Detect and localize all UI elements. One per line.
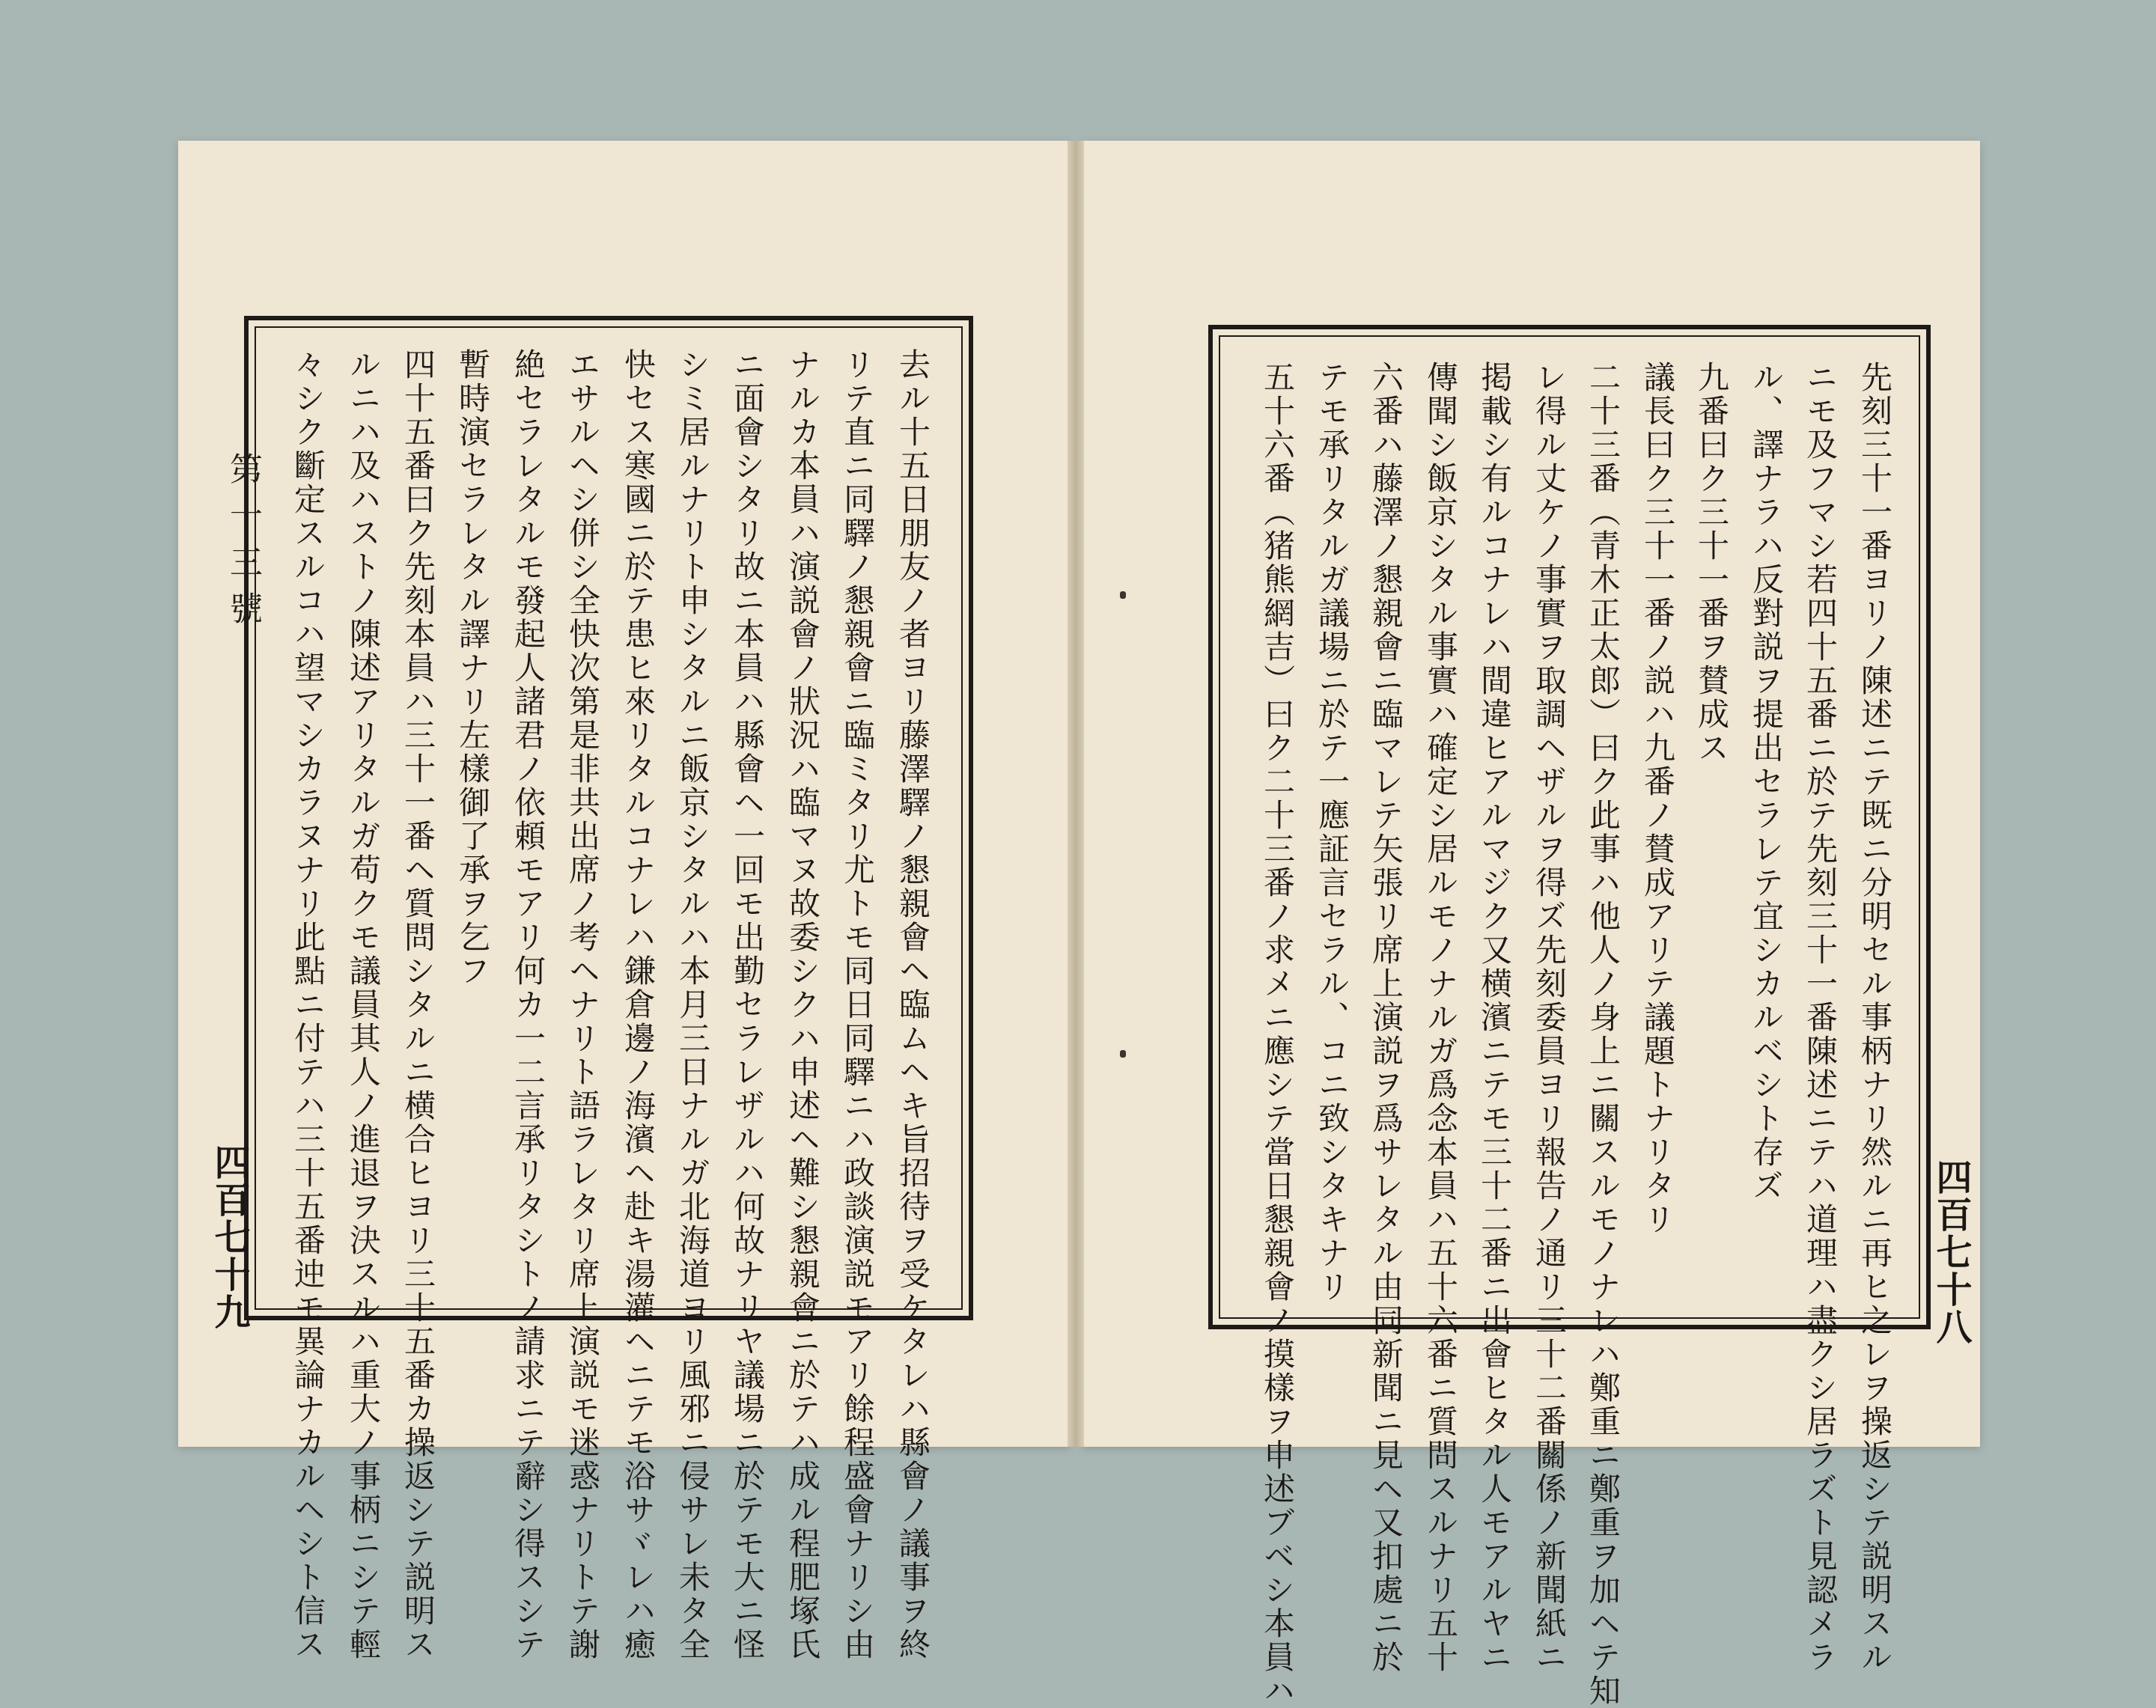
- text-column: ニモ及フマシ若四十五番ニ於テ先刻三十一番陳述ニテハ道理ハ盡クシ居ラズト見認メラ: [1802, 361, 1839, 1674]
- text-column: 暫時演セラレタル譯ナリ左樣御了承ヲ乞フ: [454, 348, 491, 988]
- ink-spot: [1120, 1050, 1126, 1058]
- text-column: エサルヘシ併シ全快次第是非共出席ノ考ヘナリト語ラレタリ席上演説モ迷惑ナリトテ謝: [564, 348, 601, 1662]
- text-column: 四十五番曰ク先刻本員ハ三十一番ヘ質問シタルニ横合ヒヨリ三十五番カ操返シテ説明ス: [400, 348, 436, 1662]
- text-column: 議長曰ク三十一番ノ説ハ九番ノ賛成アリテ議題トナリタリ: [1639, 361, 1676, 1236]
- text-column: レ得ル丈ケノ事實ヲ取調ヘザルヲ得ズ先刻委員ヨリ報告ノ通リ三十二番關係ノ新聞紙ニ: [1531, 361, 1568, 1674]
- ink-spot: [1120, 591, 1126, 599]
- text-column: 傳聞シ飯京シタル事實ハ確定シ居ルモノナルガ爲念本員ハ五十六番ニ質問スルナリ五十: [1422, 361, 1459, 1674]
- text-column: 二十三番（青木正太郎）曰ク此事ハ他人ノ身上ニ關スルモノナレハ鄭重ニ鄭重ヲ加ヘテ知: [1585, 361, 1621, 1708]
- text-column: 九番曰ク三十一番ヲ賛成ス: [1693, 361, 1730, 765]
- text-column: 先刻三十一番ヨリノ陳述ニテ既ニ分明セル事柄ナリ然ルニ再ヒ之レヲ操返シテ説明スル: [1857, 361, 1893, 1674]
- text-column: テモ承リタルガ議場ニ於テ一應証言セラル、コニ致シタキナリ: [1314, 361, 1350, 1304]
- text-column: ルニハ及ハストノ陳述アリタルガ苟クモ議員其人ノ進退ヲ決スルハ重大ノ事柄ニシテ輕: [345, 348, 382, 1662]
- book-gutter: [1068, 141, 1084, 1447]
- left-page-number: 四百七十九: [208, 1144, 250, 1331]
- text-column: シミ居ルナリト申シタルニ飯京シタルハ本月三日ナルガ北海道ヨリ風邪ニ侵サレ未タ全: [674, 348, 711, 1662]
- text-column: 絶セラレタルモ發起人諸君ノ依頼モアリ何カ一二言承リタシトノ請求ニテ辭シ得スシテ: [510, 348, 546, 1662]
- text-column: 掲載シ有ルコナレハ間違ヒアルマジク又横濱ニテモ三十二番ニ出會ヒタル人モアルヤニ: [1476, 361, 1513, 1674]
- text-column: リテ直ニ同驛ノ懇親會ニ臨ミタリ尤トモ同日同驛ニハ政談演説モアリ餘程盛會ナリシ由: [839, 348, 876, 1662]
- issue-label: 第十三號: [224, 452, 262, 638]
- right-page-number: 四百七十八: [1930, 1159, 1972, 1346]
- text-column: 去ル十五日朋友ノ者ヨリ藤澤驛ノ懇親會ヘ臨ムヘキ旨招待ヲ受ケタレハ縣會ノ議事ヲ終: [895, 348, 931, 1662]
- text-column: 六番ハ藤澤ノ懇親會ニ臨マレテ矢張リ席上演説ヲ爲サレタル由同新聞ニ見ヘ又扣處ニ於: [1368, 361, 1404, 1674]
- text-column: 快セス寒國ニ於テ患ヒ來リタルコナレハ鎌倉邊ノ海濱ヘ赴キ湯灌ヘニテモ浴サヾレハ癒: [620, 348, 657, 1662]
- text-column: 五十六番（猪熊網吉）曰ク二十三番ノ求メニ應シテ當日懇親會ノ摸樣ヲ申述ブベシ本員ハ: [1259, 361, 1296, 1708]
- text-column: ニ面會シタリ故ニ本員ハ縣會ヘ一回モ出勤セラレザルハ何故ナリヤ議場ニ於テモ大ニ怪: [729, 348, 766, 1662]
- text-column: ナルカ本員ハ演説會ノ狀況ハ臨マヌ故委シクハ申述ヘ難シ懇親會ニ於テハ成ル程肥塚氏: [785, 348, 821, 1662]
- text-column: 々シク斷定スルコハ望マシカラヌナリ此點ニ付テハ三十五番迚モ異論ナカルヘシト信ス: [290, 348, 326, 1662]
- text-column: ル、譯ナラハ反對説ヲ提出セラレテ宜シカルベシト存ズ: [1748, 361, 1785, 1203]
